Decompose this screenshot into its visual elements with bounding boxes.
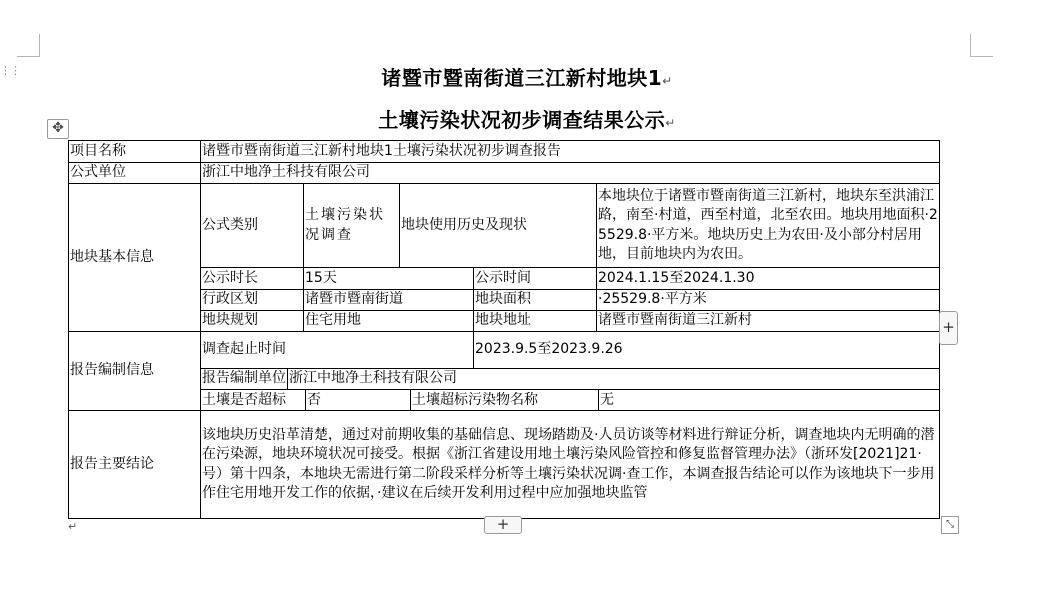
survey-period-value[interactable]: 2023.9.5至2023.9.26 [474,332,940,369]
conclusion-value[interactable]: 该地块历史沿革清楚，通过对前期收集的基础信息、现场踏勘及·人员访谈等材料进行辩证分析，调查地块内无明确的潜在污染源，地块环境状况可接受。根据《浙江省建设用地土壤污染风险管控和修复监督管理办法》（浙环发[2021]21·号）第十四条，本地块无需进行第二阶段采样分析等土壤污染状况调·查工作，本调查报告结论可以作为该地块下一步用作住宅用地开发工作的依据，·建议在后续开发利用过程中应加强地块监管 [201,411,940,519]
report-unit-cell[interactable] [201,369,940,390]
publicity-time-label: 公示时间 [474,268,597,290]
history-label: 地块使用历史及现状 [400,184,597,268]
table-row [69,141,940,163]
paragraph-mark-icon: ↵ [662,74,673,88]
paragraph-mark-icon: ↵ [665,116,676,130]
address-value[interactable]: 诸暨市暨南街道三江新村 [597,311,940,332]
table-row [69,411,940,519]
announcer-label: 公式单位 [69,163,201,184]
report-unit-value[interactable]: 浙江中地净土科技有限公司 [287,369,457,389]
publicity-type-label: 公式类别 [201,184,304,268]
area-value[interactable]: ·25529.8·平方米 [597,290,940,311]
add-row-button[interactable]: + [484,516,522,534]
exceed-value[interactable]: 否 [306,390,411,410]
survey-period-label: 调查起止时间 [201,332,474,369]
project-name-label: 项目名称 [69,141,201,163]
project-name-value[interactable]: 诸暨市暨南街道三江新村地块1土壤污染状况初步调查报告 [201,141,940,163]
exceed-cell [201,390,940,411]
district-label: 行政区划 [201,290,304,311]
page-corner-top-right [970,34,993,57]
table-row [69,184,940,268]
margin-grip-icon[interactable]: ⋮⋮ [0,64,20,77]
table-row [69,332,940,369]
conclusion-label: 报告主要结论 [69,411,201,519]
table-resize-handle-icon[interactable]: ⤡ [941,516,959,534]
table-row [69,163,940,184]
publicity-table [68,140,940,519]
report-info-label: 报告编制信息 [69,332,201,411]
publicity-type-value[interactable]: 土壤污染状况调查 [304,184,400,268]
publicity-time-value[interactable]: 2024.1.15至2024.1.30 [597,268,940,290]
pollutant-value[interactable]: 无 [600,392,614,408]
history-value[interactable]: 本地块位于诸暨市暨南街道三江新村，地块东至洪浦江路，南至·村道，西至村道，北至农田。地块用地面积·25529.8·平方米。地块历史上为农田·及小部分村居用地，目前地块内为农田。 [597,184,940,268]
planning-label: 地块规划 [201,311,304,332]
page-corner-top-left [17,34,40,57]
duration-value[interactable]: 15天 [304,268,474,290]
planning-value[interactable]: 住宅用地 [304,311,474,332]
pollutant-label: 土壤超标污染物名称 [411,390,599,410]
exceed-label: 土壤是否超标 [201,390,306,410]
district-value[interactable]: 诸暨市暨南街道 [304,290,474,311]
paragraph-mark-icon: ↵ [68,520,78,533]
add-column-button[interactable]: + [939,311,958,345]
table-move-handle-icon[interactable]: ✥ [47,119,69,139]
duration-label: 公示时长 [201,268,304,290]
address-label: 地块地址 [474,311,597,332]
document-title-line-2 [0,104,1054,133]
title-line-1-text: 诸暨市暨南街道三江新村地块1 [381,66,663,90]
announcer-value[interactable]: 浙江中地净土科技有限公司 [201,163,940,184]
report-unit-label: 报告编制单位 [202,370,286,387]
area-label: 地块面积 [474,290,597,311]
title-line-2-text: 土壤污染状况初步调查结果公示 [378,108,666,132]
document-title-line-1 [0,62,1054,91]
basic-info-label: 地块基本信息 [69,184,201,332]
